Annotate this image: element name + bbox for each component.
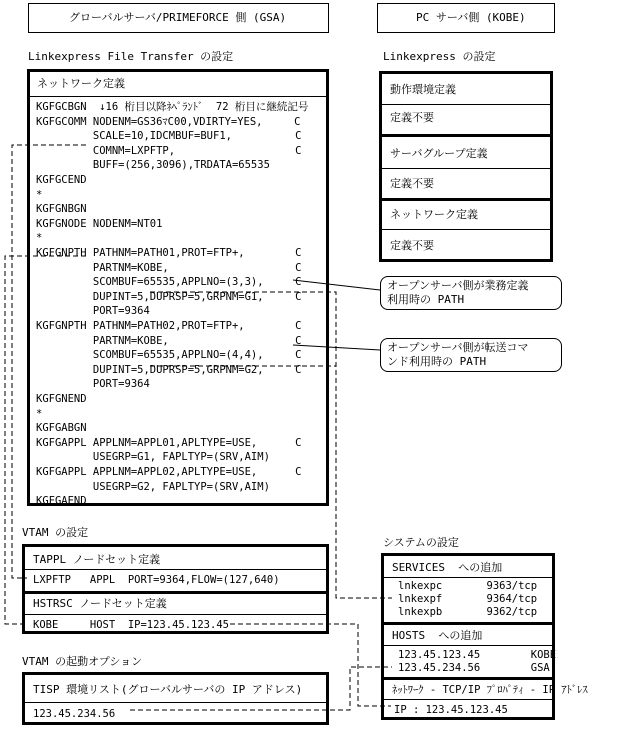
- left-section-label: Linkexpress File Transfer の設定: [28, 50, 234, 63]
- system-section-label: システムの設定: [383, 536, 459, 549]
- callout-business-path: オープンサーバ側が業務定義 利用時の PATH: [380, 276, 562, 310]
- hstrsc-line: KOBE HOST IP=123.45.123.45: [33, 619, 229, 631]
- network-code-line: KGFGCBGN ↓16 桁目以降ﾈﾍﾟﾗﾝﾄﾞ 72 桁目に継続記号: [36, 101, 309, 113]
- hstrsc-title: HSTRSC ノードセット定義: [33, 597, 167, 610]
- network-code-line: KGFGAPPL APPLNM=APPL02,APLTYPE=USE, C: [36, 466, 302, 478]
- callout-command-path: オープンサーバ側が転送コマ ンド利用時の PATH: [380, 338, 562, 372]
- tappl-line: LXPFTP APPL PORT=9364,FLOW=(127,640): [33, 574, 280, 586]
- network-code-line: KGFGAEND: [36, 495, 87, 508]
- network-definition-title: ネットワーク定義: [37, 77, 125, 90]
- hosts-title: HOSTS への追加: [392, 629, 483, 642]
- network-code-line: KGFGNEND: [36, 393, 87, 405]
- netip-line: IP : 123.45.123.45: [394, 704, 508, 716]
- network-code-line: KGFGNBGN: [36, 203, 87, 216]
- network-code-line: *: [36, 232, 43, 245]
- network-code-line: PARTNM=KOBE, C: [36, 261, 302, 274]
- tisp-title: TISP 環境リスト(グローバルサーバの IP アドレス): [33, 683, 303, 696]
- hosts-line-2: 123.45.234.56 GSA: [398, 662, 550, 674]
- network-code-line: COMNM=LXPFTP, C: [36, 144, 302, 157]
- services-line-3: lnkexpb 9362/tcp: [398, 606, 538, 618]
- network-code-line: USEGRP=G2, FAPLTYP=(SRV,AIM): [36, 480, 270, 493]
- network-code-line: KGFGCEND: [36, 174, 87, 186]
- network-code-line: PARTNM=KOBE, C: [36, 334, 302, 347]
- vtam-start-section-label: VTAM の起動オプション: [22, 655, 143, 668]
- row-no-def-1: 定義不要: [390, 111, 434, 124]
- row-no-def-3: 定義不要: [390, 239, 434, 252]
- network-code-line: KGFGNODE NODENM=NT01: [36, 217, 163, 230]
- network-code-line: DUPINT=5,DUPRSP=5,GRPNM=G1, C: [36, 290, 302, 303]
- row-env-def: 動作環境定義: [390, 83, 456, 96]
- network-code-line: SCALE=10,IDCMBUF=BUF1, C: [36, 130, 302, 143]
- network-code-line: KGFGABGN: [36, 422, 87, 435]
- network-code-line: BUFF=(256,3096),TRDATA=65535: [36, 159, 270, 172]
- left-title: グローバルサーバ/PRIMEFORCE 側 (GSA): [69, 11, 287, 24]
- network-code-line: PORT=9364: [36, 378, 150, 391]
- network-code-line: PORT=9364: [36, 305, 150, 318]
- vtam-section-label: VTAM の設定: [22, 526, 89, 539]
- network-code-line: SCOMBUF=65535,APPLNO=(3,3), C: [36, 276, 302, 289]
- network-code-line: KGFGAPPL APPLNM=APPL01,APLTYPE=USE, C: [36, 436, 302, 449]
- row-server-group-def: サーバグループ定義: [390, 147, 488, 160]
- right-section-label: Linkexpress の設定: [383, 50, 496, 63]
- network-code-line: KGFGNPTH PATHNM=PATH01,PROT=FTP+, C: [36, 247, 302, 259]
- network-code-line: SCOMBUF=65535,APPLNO=(4,4), C: [36, 349, 302, 362]
- tisp-ip: 123.45.234.56: [33, 708, 116, 720]
- network-code-line: KGFGNPTH PATHNM=PATH02,PROT=FTP+, C: [36, 320, 302, 332]
- services-line-1: lnkexpc 9363/tcp: [398, 580, 538, 592]
- network-code-line: KGFGCOMM NODENM=GS36ﾏC00,VDIRTY=YES, C: [36, 115, 301, 128]
- right-title: PC サーバ側 (KOBE): [416, 11, 526, 24]
- network-code-line: USEGRP=G1, FAPLTYP=(SRV,AIM): [36, 451, 270, 464]
- hosts-line-1: 123.45.123.45 KOBE: [398, 649, 557, 661]
- netip-title: ﾈｯﾄﾜｰｸ - TCP/IP ﾌﾟﾛﾊﾟﾃｨ - IP ｱﾄﾞﾚｽ: [392, 684, 588, 696]
- row-network-def: ネットワーク定義: [390, 208, 478, 221]
- network-code-line: *: [36, 407, 43, 420]
- services-line-2: lnkexpf 9364/tcp: [398, 593, 538, 605]
- row-no-def-2: 定義不要: [390, 177, 434, 190]
- services-title: SERVICES への追加: [392, 561, 503, 574]
- network-code-line: *: [36, 188, 43, 201]
- tappl-title: TAPPL ノードセット定義: [33, 553, 161, 566]
- network-code-line: DUPINT=5,DUPRSP=5,GRPNM=G2, C: [36, 363, 302, 376]
